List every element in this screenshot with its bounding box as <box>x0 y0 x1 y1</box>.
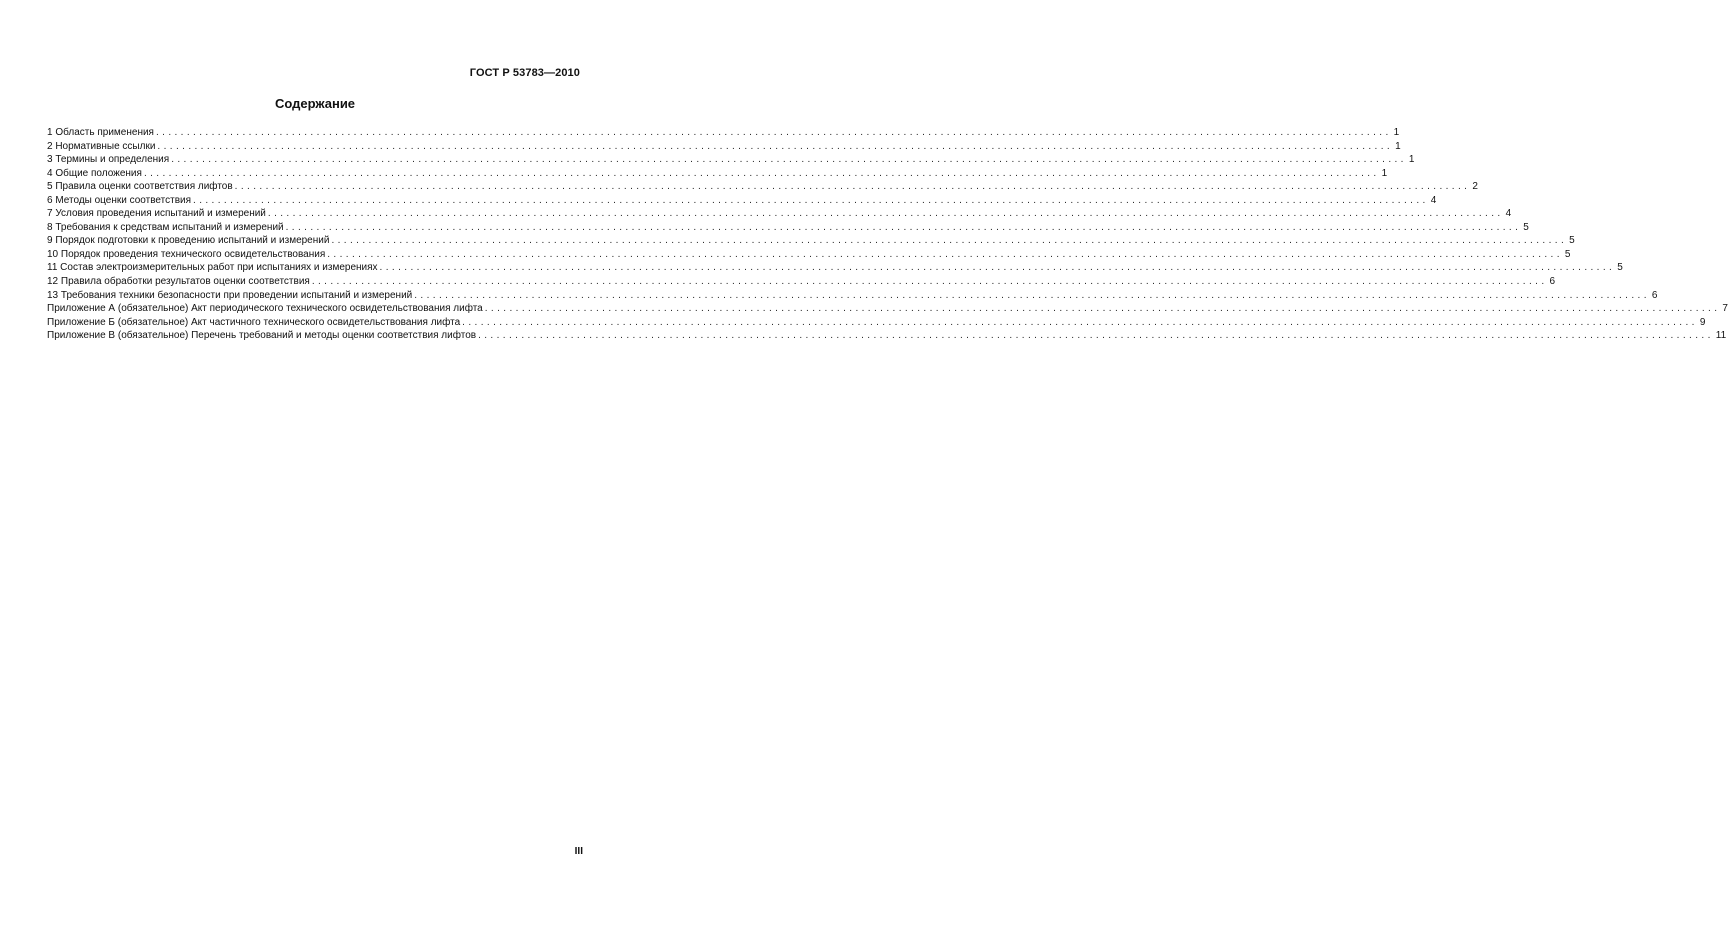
toc-entry-page: 11 <box>1715 330 1727 342</box>
toc-entry-page: 1 <box>1408 154 1415 166</box>
table-of-contents <box>47 126 1728 343</box>
toc-leader-dots: ........................................................................................................................................................................................................ <box>414 289 1650 301</box>
toc-entry[interactable] <box>47 180 1478 194</box>
toc-leader-dots: ........................................................................................................................................................................................................ <box>462 316 1698 328</box>
toc-leader-dots: ........................................................................................................................................................................................................ <box>155 127 1392 138</box>
toc-leader-dots: ........................................................................................................................................................................................................ <box>478 330 1714 342</box>
toc-entry[interactable] <box>47 261 1623 275</box>
toc-entry-page: 1 <box>1381 167 1388 179</box>
toc-entry-title: 9 Порядок подготовки к проведению испытаний и измерений <box>47 235 330 247</box>
toc-entry-title: 5 Правила оценки соответствия лифтов <box>47 181 233 193</box>
toc-entry-page: 5 <box>1569 235 1575 247</box>
toc-entry-title: 8 Требования к средствам испытаний и измерений <box>47 221 284 233</box>
toc-entry-title: 11 Состав электроизмерительных работ при испытаниях и измерениях <box>47 262 378 274</box>
toc-entry-title: 2 Нормативные ссылки <box>47 140 156 152</box>
toc-leader-dots: ........................................................................................................................................................................................................ <box>171 154 1407 166</box>
toc-entry-page: 6 <box>1651 289 1658 301</box>
page-number: III <box>574 846 583 857</box>
toc-entry-title: Приложение В (обязательное) Перечень требований и методы оценки соответствия лифтов <box>47 330 477 342</box>
toc-entry-page: 6 <box>1549 276 1556 288</box>
toc-entry[interactable] <box>47 207 1512 221</box>
toc-leader-dots: ........................................................................................................................................................................................................ <box>234 181 1471 193</box>
toc-entry-title: Приложение Б (обязательное) Акт частичного технического освидетельствования лифта <box>47 316 461 328</box>
toc-leader-dots: ........................................................................................................................................................................................................ <box>311 276 1548 288</box>
toc-entry[interactable] <box>47 194 1437 208</box>
toc-leader-dots: ........................................................................................................................................................................................................ <box>193 194 1429 206</box>
toc-leader-dots: ........................................................................................................................................................................................................ <box>379 262 1616 274</box>
toc-leader-dots: ........................................................................................................................................................................................................ <box>267 208 1504 220</box>
toc-leader-dots: ........................................................................................................................................................................................................ <box>331 235 1568 247</box>
toc-entry-page: 5 <box>1564 248 1571 260</box>
toc-entry[interactable] <box>47 140 1401 154</box>
toc-entry-title: 13 Требования техники безопасности при проведении испытаний и измерений <box>47 289 413 301</box>
toc-entry[interactable] <box>47 248 1571 262</box>
toc-entry-page: 2 <box>1472 181 1478 193</box>
toc-entry-page: 4 <box>1430 194 1437 206</box>
toc-entry-page: 1 <box>1395 140 1401 152</box>
toc-entry-title: Приложение А (обязательное) Акт периодического технического освидетельствования лифта <box>47 303 483 315</box>
toc-entry[interactable] <box>47 153 1415 167</box>
toc-entry-page: 9 <box>1699 316 1706 328</box>
toc-entry-page: 5 <box>1617 262 1623 274</box>
toc-entry-title: 1 Область применения <box>47 127 154 138</box>
toc-entry-page: 7 <box>1722 303 1728 315</box>
toc-entry[interactable] <box>47 302 1728 316</box>
toc-entry[interactable] <box>47 275 1556 289</box>
toc-entry[interactable] <box>47 126 1400 140</box>
document-code: ГОСТ Р 53783—2010 <box>469 67 580 79</box>
toc-entry-title: 12 Правила обработки результатов оценки соответствия <box>47 276 310 288</box>
toc-entry[interactable] <box>47 289 1658 303</box>
toc-title: Содержание <box>274 96 356 111</box>
toc-leader-dots: ........................................................................................................................................................................................................ <box>484 303 1721 315</box>
toc-leader-dots: ........................................................................................................................................................................................................ <box>327 248 1563 260</box>
toc-entry-title: 4 Общие положения <box>47 167 142 179</box>
toc-leader-dots: ........................................................................................................................................................................................................ <box>285 221 1522 233</box>
toc-entry[interactable] <box>47 329 1727 343</box>
toc-entry-page: 5 <box>1523 221 1529 233</box>
toc-entry-title: 10 Порядок проведения технического освидетельствования <box>47 248 326 260</box>
toc-entry-title: 6 Методы оценки соответствия <box>47 194 192 206</box>
toc-leader-dots: ........................................................................................................................................................................................................ <box>143 167 1380 179</box>
toc-entry-title: 3 Термины и определения <box>47 154 170 166</box>
toc-entry[interactable] <box>47 316 1706 330</box>
toc-leader-dots: ........................................................................................................................................................................................................ <box>157 140 1394 152</box>
toc-entry[interactable] <box>47 221 1529 235</box>
toc-entry[interactable] <box>47 167 1388 181</box>
toc-entry-page: 4 <box>1505 208 1512 220</box>
toc-entry[interactable] <box>47 234 1575 248</box>
toc-entry-title: 7 Условия проведения испытаний и измерений <box>47 208 266 220</box>
toc-entry-page: 1 <box>1393 127 1400 138</box>
